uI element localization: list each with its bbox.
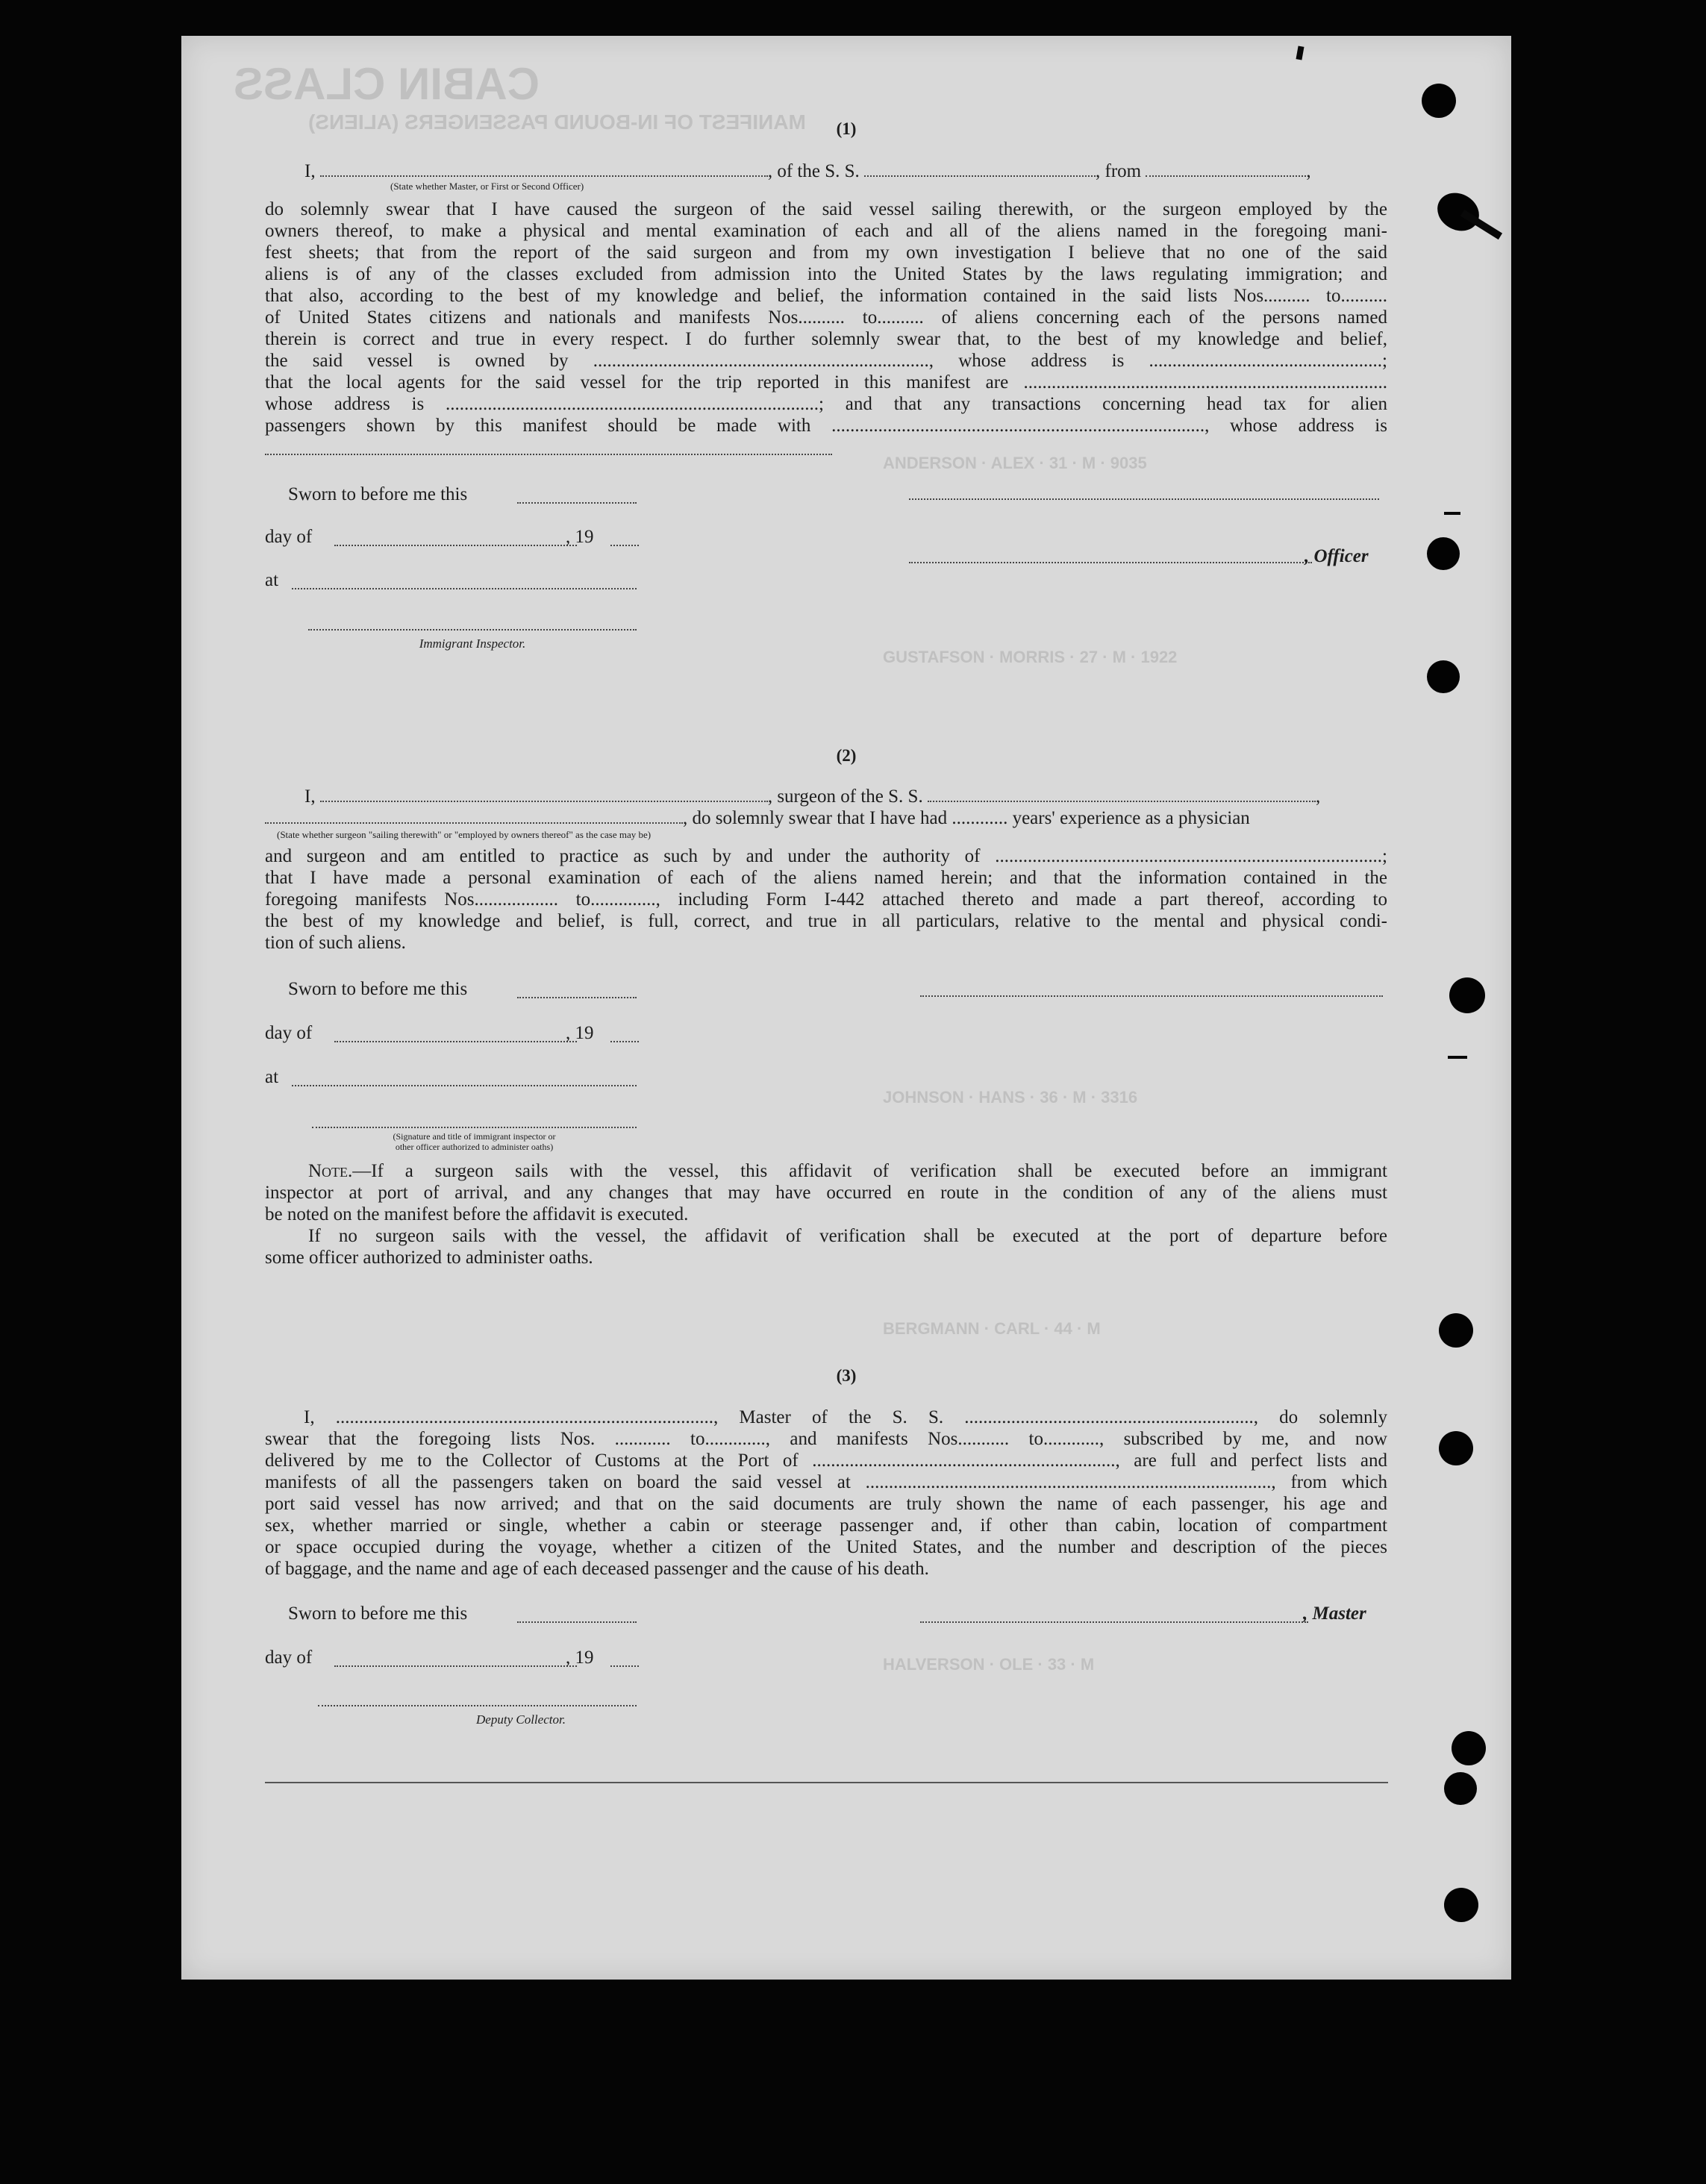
year-field[interactable]	[610, 1041, 639, 1042]
body-line: therein is correct and true in every respect. I do further solemnly swear that, to the best of my knowledge and belief,	[265, 329, 1387, 349]
note-line-1	[265, 1160, 1387, 1182]
punch-hole	[1439, 1431, 1473, 1465]
inspector-signature-line[interactable]	[308, 629, 637, 631]
body-line: port said vessel has now arrived; and that on the said documents are truly shown the name of each passenger, his age and	[265, 1494, 1387, 1514]
sworn-date-field[interactable]	[517, 1621, 637, 1623]
day-of-label: day of	[265, 527, 313, 547]
address-blank[interactable]	[265, 454, 832, 455]
body-line: do solemnly swear that I have caused the surgeon of the said vessel sailing therewith, or the surgeon employed by the	[265, 199, 1387, 219]
signature-title-caption	[312, 1131, 637, 1152]
deputy-collector-caption: Deputy Collector.	[476, 1712, 566, 1727]
master-label: , Master	[1303, 1603, 1366, 1624]
punch-hole	[1422, 84, 1456, 118]
year-19-label: , 19	[566, 1023, 594, 1043]
bottom-rule	[265, 1782, 1388, 1783]
body-line: owners thereof, to make a physical and mental examination of each and all of the aliens named in the foregoing mani-	[265, 221, 1387, 241]
show-through-text: CABIN CLASS	[234, 59, 540, 109]
section-3-number: (3)	[836, 1366, 857, 1385]
sworn-label: Sworn to before me this	[288, 1603, 468, 1624]
note-label: Note.	[308, 1161, 353, 1181]
surgeon-line: I, , surgeon of the S. S. ,	[304, 786, 1321, 807]
body-line: sex, whether married or single, whether a cabin or steerage passenger and, if other than cabin, location of compartment	[265, 1515, 1387, 1536]
body-line: aliens is of any of the classes excluded from admission into the United States by the laws regulating immigration; and	[265, 264, 1387, 284]
surgeon-line-2	[265, 807, 1387, 829]
from-label: , from	[1096, 161, 1142, 181]
body-line: that the local agents for the said vessel for the trip reported in this manifest are ..............................................................................	[265, 372, 1387, 392]
body-line: whose address is ................................................................................; and that any transactions concerning head tax for alien	[265, 394, 1387, 414]
day-of-field[interactable]	[334, 1041, 577, 1042]
deputy-collector-signature-line[interactable]	[318, 1705, 637, 1706]
at-field[interactable]	[292, 1085, 637, 1086]
surgeon-of-label: , surgeon of the S. S.	[767, 786, 923, 807]
section-2-number: (2)	[836, 746, 857, 765]
authorized-signature-line[interactable]	[312, 1127, 637, 1128]
state-note: (State whether Master, or First or Second Officer)	[390, 181, 584, 192]
body-line: that I have made a personal examination of each of the aliens named herein; and that the information contained in the	[265, 868, 1387, 888]
note-line: be noted on the manifest before the affidavit is executed.	[265, 1204, 689, 1224]
of-the-ss-label: , of the S. S.	[767, 161, 860, 181]
note-text: —If a surgeon sails with the vessel, this affidavit of verification shall be executed before an immigrant	[352, 1161, 1387, 1181]
scan-mark	[1444, 512, 1460, 515]
officer-label: , Officer	[1305, 546, 1369, 566]
day-of-field[interactable]	[334, 1665, 577, 1667]
immigrant-inspector-caption: Immigrant Inspector.	[419, 636, 526, 651]
body-line: that also, according to the best of my knowledge and belief, the information contained in the said lists Nos.......... to..........	[265, 286, 1387, 306]
body-line: passengers shown by this manifest should be made with ................................................................................, whose address is	[265, 416, 1387, 436]
sworn-label: Sworn to before me this	[288, 979, 468, 999]
body-line: foregoing manifests Nos.................. to.............., including Form I-442 attached thereto and made a part thereof, according to	[265, 889, 1387, 910]
pronoun-i: I,	[304, 786, 316, 807]
body-line: fest sheets; that from the report of the said surgeon and from my own investigation I believe that no one of the said	[265, 243, 1387, 263]
officer-signature-line-1[interactable]	[909, 498, 1379, 500]
sworn-date-field[interactable]	[517, 502, 637, 504]
section-3-body	[265, 1407, 1387, 1580]
pronoun-i: I,	[304, 161, 316, 181]
sworn-label: Sworn to before me this	[288, 484, 468, 504]
body-line: of baggage, and the name and age of each deceased passenger and the cause of his death.	[265, 1559, 929, 1579]
section-2-body	[265, 845, 1387, 954]
punch-hole	[1427, 537, 1460, 570]
body-line: or space occupied during the voyage, whether a citizen of the United States, and the number and description of the pieces	[265, 1537, 1387, 1557]
body-line: the best of my knowledge and belief, is full, correct, and true in all particulars, relative to the mental and physical condi-	[265, 911, 1387, 931]
at-label: at	[265, 1067, 279, 1087]
punch-hole	[1449, 977, 1485, 1013]
day-of-field[interactable]	[334, 545, 577, 546]
document-page	[181, 36, 1511, 1980]
show-through-text: HALVERSON · OLE · 33 · M	[883, 1655, 1095, 1674]
show-through-text: ANDERSON · ALEX · 31 · M · 9035	[883, 454, 1147, 472]
punch-hole	[1452, 1731, 1486, 1765]
if-no-surgeon-line: If no surgeon sails with the vessel, the affidavit of verification shall be executed at the port of departure before	[308, 1226, 1387, 1246]
at-field[interactable]	[292, 588, 637, 589]
experience-text: , do solemnly swear that I have had ............ years' experience as a physician	[683, 808, 1250, 828]
show-through-text: BERGMANN · CARL · 44 · M	[883, 1319, 1101, 1338]
surgeon-signature-line[interactable]	[920, 995, 1383, 997]
punch-hole	[1444, 1772, 1477, 1805]
show-through-text: JOHNSON · HANS · 36 · M · 3316	[883, 1088, 1138, 1107]
section-1-number: (1)	[836, 119, 857, 138]
day-of-label: day of	[265, 1648, 313, 1668]
punch-hole	[1427, 660, 1460, 693]
year-19-label: , 19	[566, 1648, 594, 1668]
caption-line: other officer authorized to administer oaths)	[395, 1142, 554, 1152]
day-of-label: day of	[265, 1023, 313, 1043]
body-line: I, ................................................................................., Master of the S. S. .............................................................., do solemnly	[304, 1407, 1387, 1427]
year-field[interactable]	[610, 1665, 639, 1667]
show-through-text: MANIFEST OF IN-BOUND PASSENGERS (ALIENS)	[308, 110, 806, 134]
officer-signature-line-2[interactable]	[909, 562, 1312, 563]
body-line: swear that the foregoing lists Nos. ............ to............., and manifests Nos........... to............, subscribed by me, and now	[265, 1429, 1387, 1449]
note-line: inspector at port of arrival, and any changes that may have occurred en route in the condition of any of the aliens must	[265, 1183, 1387, 1203]
oath-line-1: I, , of the S. S. , from ,	[304, 161, 1311, 181]
body-line: manifests of all the passengers taken on board the said vessel at ......................................................................................., from which	[265, 1472, 1387, 1492]
scan-mark	[1448, 1056, 1467, 1059]
sworn-date-field[interactable]	[517, 997, 637, 998]
punch-hole	[1439, 1313, 1473, 1348]
show-through-text: GUSTAFSON · MORRIS · 27 · M · 1922	[883, 648, 1178, 666]
body-line: the said vessel is owned by ........................................................................, whose address is ..................................................;	[265, 351, 1387, 371]
surgeon-state-note: (State whether surgeon "sailing therewith" or "employed by owners thereof" as the case may be)	[277, 829, 652, 840]
caption-line: (Signature and title of immigrant inspector or	[393, 1131, 556, 1142]
body-line: delivered by me to the Collector of Customs at the Port of ................................................................., are full and perfect lists and	[265, 1451, 1387, 1471]
master-signature-line[interactable]	[920, 1621, 1308, 1623]
body-line: of United States citizens and nationals and manifests Nos.......... to.......... of aliens concerning each of the persons named	[265, 307, 1387, 328]
punch-hole	[1444, 1888, 1478, 1922]
year-field[interactable]	[610, 545, 639, 546]
section-1-body	[265, 198, 1387, 437]
note-paragraph	[265, 1160, 1387, 1268]
year-19-label: , 19	[566, 527, 594, 547]
body-line: and surgeon and am entitled to practice as such by and under the authority of ...................................................................................;	[265, 846, 1387, 866]
body-line: tion of such aliens.	[265, 933, 406, 953]
if-no-surgeon-line: some officer authorized to administer oaths.	[265, 1248, 593, 1268]
at-label: at	[265, 570, 279, 590]
